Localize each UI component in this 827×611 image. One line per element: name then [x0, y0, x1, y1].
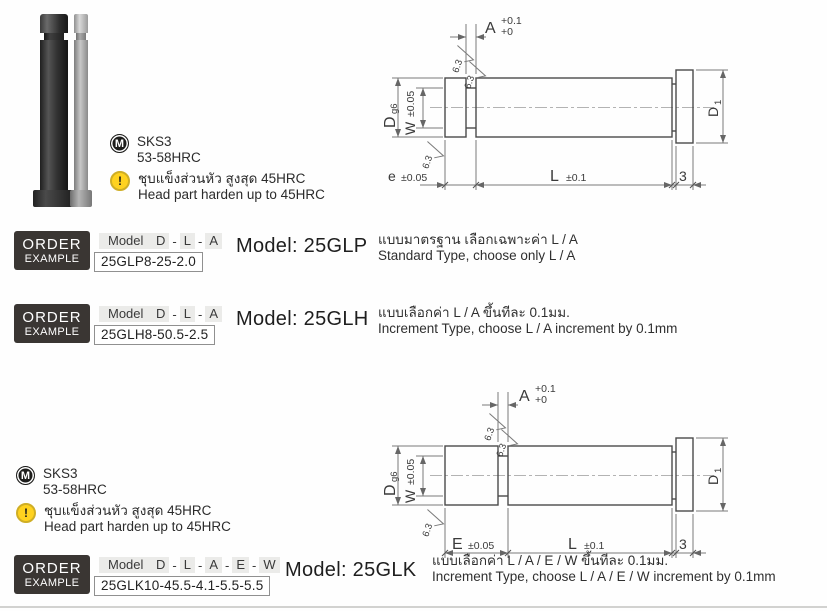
- dimension-lines: [392, 24, 728, 190]
- gray-pin-cap: [74, 14, 88, 33]
- description-thai: แบบเลือกค่า L / A ขึ้นทีละ 0.1มม.: [378, 305, 570, 320]
- gray-pin-base: [70, 190, 92, 207]
- code-separator: -: [172, 233, 177, 249]
- dim-D1-sub: 1: [713, 99, 724, 105]
- order-badge-line1: ORDER: [22, 309, 82, 326]
- code-separator: -: [197, 233, 203, 249]
- code-separator: -: [224, 557, 230, 573]
- roughness-mark: [449, 45, 477, 76]
- dim-A-tol-lower: +0: [535, 394, 547, 406]
- description-thai: แบบเลือกค่า L / A / E / W ขึ้นทีละ 0.1มม.: [432, 553, 669, 568]
- dim-E-tol: ±0.05: [468, 540, 495, 552]
- order-example-row-25glk: [0, 555, 827, 601]
- roughness-value: 6.3: [494, 442, 510, 459]
- order-example-badge: [14, 304, 90, 343]
- description-thai: แบบมาตรฐาน เลือกเฉพาะค่า L / A: [378, 232, 578, 247]
- model-description: [432, 553, 776, 585]
- page-bottom-divider: [0, 606, 827, 608]
- dim-L-tol: ±0.1: [584, 540, 605, 552]
- code-part: D: [152, 233, 169, 249]
- roughness-value: 6.3: [450, 58, 466, 75]
- material-m-icon: M: [16, 466, 35, 485]
- model-description: [378, 305, 677, 337]
- order-code-format: [152, 557, 280, 573]
- order-badge-line2: EXAMPLE: [24, 577, 80, 589]
- dim-L: L: [550, 168, 559, 185]
- dim-e: e: [388, 168, 396, 184]
- description-english: Standard Type, choose only L / A: [378, 248, 576, 263]
- dim-L-tol: ±0.1: [566, 172, 587, 184]
- dim-head-thickness: 3: [679, 536, 687, 552]
- code-separator: -: [197, 557, 203, 573]
- gray-pin-groove: [76, 33, 86, 40]
- material-info-bottom: [16, 466, 316, 535]
- model-title: Model: 25GLP: [236, 235, 368, 257]
- order-badge-line1: ORDER: [22, 560, 82, 577]
- code-part: A: [205, 233, 222, 249]
- roughness-value: 6.3: [482, 426, 498, 443]
- code-part: D: [152, 557, 169, 573]
- dim-E: E: [452, 536, 463, 553]
- dim-D1: D: [705, 106, 721, 117]
- code-part: W: [259, 557, 279, 573]
- roughness-mark: [481, 413, 509, 444]
- roughness-value: 6.3: [462, 74, 478, 91]
- dim-W-label: [402, 91, 418, 135]
- order-example-code: 25GLP8-25-2.0: [94, 252, 203, 272]
- model-title: Model: 25GLK: [285, 559, 417, 581]
- dim-W-label: [402, 459, 418, 503]
- order-code-format: [152, 306, 222, 322]
- dim-D-label: [382, 471, 400, 496]
- dark-pin-groove: [44, 33, 64, 40]
- hardening-note-thai: ชุบแข็งส่วนหัว สูงสุด 45HRC: [44, 503, 212, 518]
- dim-L: L: [568, 536, 577, 553]
- dimension-lines: [392, 392, 728, 558]
- dark-pin-cap: [40, 14, 68, 33]
- order-example-code: 25GLH8-50.5-2.5: [94, 325, 215, 345]
- dim-D: D: [382, 116, 399, 128]
- technical-drawing-top: [380, 0, 827, 200]
- dim-D-fit: g6: [389, 471, 400, 482]
- description-english: Increment Type, choose L / A increment by 0.1mm: [378, 321, 678, 336]
- material-m-icon: M: [110, 134, 129, 153]
- dim-D1: D: [705, 474, 721, 485]
- warning-icon: !: [110, 171, 130, 191]
- material-grade: SKS3: [43, 466, 78, 481]
- order-badge-line1: ORDER: [22, 236, 82, 253]
- code-part: D: [152, 306, 169, 322]
- code-part: L: [180, 306, 195, 322]
- code-part: A: [205, 306, 222, 322]
- dim-W-tol: ±0.05: [405, 90, 417, 117]
- dark-pin-base: [33, 190, 75, 207]
- dim-W: W: [402, 489, 418, 503]
- model-label-tag: Model: [99, 306, 152, 322]
- code-part: L: [180, 233, 195, 249]
- description-english: Increment Type, choose L / A / E / W increment by 0.1mm: [432, 569, 776, 584]
- model-label-tag: Model: [99, 233, 152, 249]
- dim-D1-sub: 1: [713, 467, 724, 473]
- roughness-mark: [419, 141, 447, 172]
- order-code-format: [152, 233, 222, 249]
- code-part: E: [232, 557, 249, 573]
- roughness-value: 6.3: [420, 154, 436, 171]
- gray-pin-body: [74, 40, 88, 190]
- dark-pin-body: [40, 40, 68, 190]
- model-title: Model: 25GLH: [236, 308, 369, 330]
- roughness-mark: [419, 509, 447, 540]
- product-photo: [0, 0, 110, 215]
- dim-D1-label: [705, 468, 724, 485]
- dim-A: A: [519, 388, 530, 405]
- dim-W-tol: ±0.05: [405, 458, 417, 485]
- code-part: L: [180, 557, 195, 573]
- code-separator: -: [172, 306, 177, 322]
- order-example-code: 25GLK10-45.5-4.1-5.5-5.5: [94, 576, 270, 596]
- order-badge-line2: EXAMPLE: [24, 253, 80, 265]
- order-example-row-25glp: [0, 231, 827, 277]
- hardening-note-english: Head part harden up to 45HRC: [138, 187, 325, 202]
- pin-outline: [445, 70, 693, 143]
- roughness-value: 6.3: [420, 522, 436, 539]
- dim-D-fit: g6: [389, 103, 400, 114]
- code-separator: -: [197, 306, 203, 322]
- model-label-tag: Model: [99, 557, 152, 573]
- dim-D: D: [382, 484, 399, 496]
- material-hardness: 53-58HRC: [43, 482, 107, 497]
- dim-e-tol: ±0.05: [401, 172, 428, 184]
- dim-A-tol-upper: +0.1: [501, 15, 522, 27]
- dim-D-label: [382, 103, 400, 128]
- code-part: A: [205, 557, 222, 573]
- order-example-badge: [14, 231, 90, 270]
- technical-drawing-bottom: [380, 368, 827, 568]
- hardening-note-english: Head part harden up to 45HRC: [44, 519, 231, 534]
- dim-A-tol-upper: +0.1: [535, 383, 556, 395]
- dim-head-thickness: 3: [679, 168, 687, 184]
- dim-A: A: [485, 20, 496, 37]
- dim-A-tol-lower: +0: [501, 26, 513, 38]
- pin-outline: [445, 438, 693, 511]
- material-info-top: [110, 134, 370, 203]
- dim-D1-label: [705, 100, 724, 117]
- model-description: [378, 232, 578, 264]
- dim-W: W: [402, 121, 418, 135]
- warning-icon: !: [16, 503, 36, 523]
- hardening-note-thai: ชุบแข็งส่วนหัว สูงสุด 45HRC: [138, 171, 306, 186]
- order-badge-line2: EXAMPLE: [24, 326, 80, 338]
- code-separator: -: [252, 557, 257, 573]
- code-separator: -: [172, 557, 177, 573]
- order-example-badge: [14, 555, 90, 594]
- order-example-row-25glh: [0, 304, 827, 350]
- material-hardness: 53-58HRC: [137, 150, 201, 165]
- material-grade: SKS3: [137, 134, 172, 149]
